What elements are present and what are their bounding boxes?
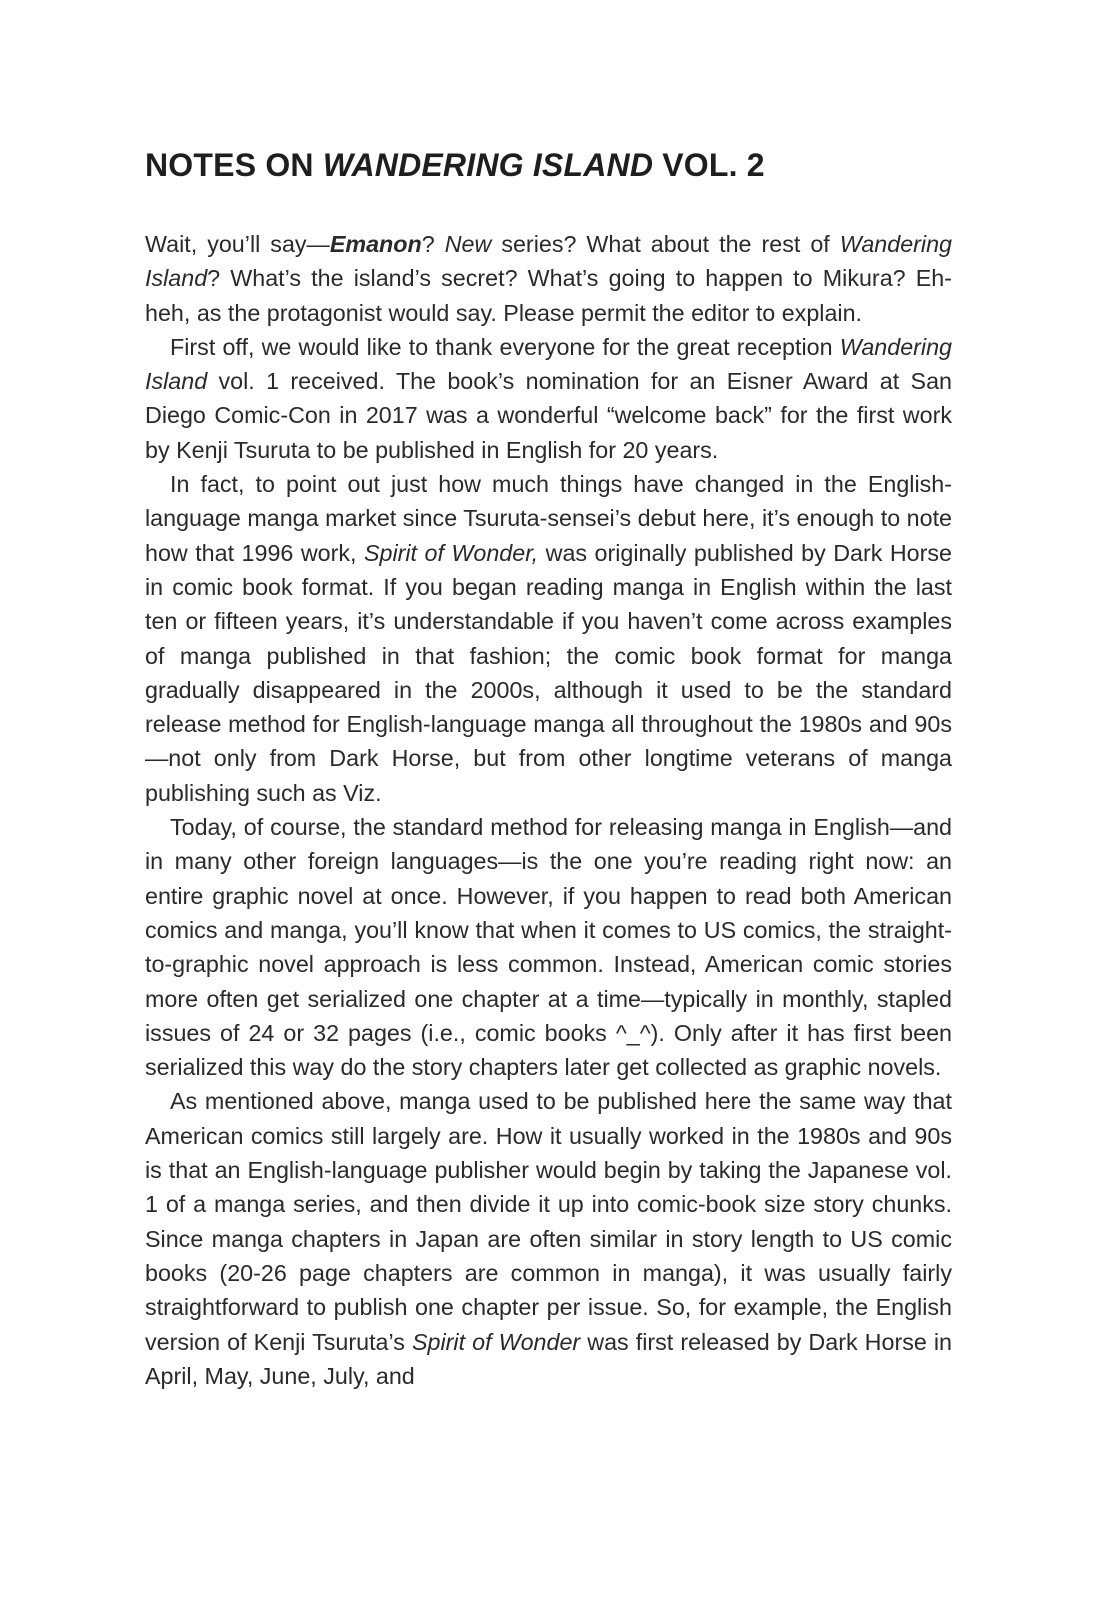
text-segment: ? What’s the island’s secret? What’s going to happen to Mikura? Eh-heh, as the protagonist would say. Please permit the editor to explain. bbox=[145, 265, 952, 326]
emphasis-segment: Emanon bbox=[329, 231, 422, 257]
text-segment: was originally published by Dark Horse in comic book format. If you began reading manga in English within the last ten or fifteen years, it’s understandable if you haven’t come across examples of manga published in that fashion; the comic book format for manga gradually disappeared in the 2000s, although it used to be the standard release method for English-language manga all throughout the 1980s and 90s—not only from Dark Horse, but from other longtime veterans of manga publishing such as Viz. bbox=[145, 539, 952, 806]
title-prefix: NOTES ON bbox=[145, 147, 323, 183]
text-segment: As mentioned above, manga used to be published here the same way that American comics still largely are. How it usually worked in the 1980s and 90s is that an English-language publisher would begin by taking the Japanese vol. 1 of a manga series, and then divide it up into comic-book size story chunks. Since manga chapters in Japan are often similar in story length to US comic books (20-26 page chapters are common in manga), it was usually fairly straightforward to publish one chapter per issue. So, for example, the English version of Kenji Tsuruta’s bbox=[145, 1088, 952, 1355]
document-page bbox=[145, 145, 952, 1393]
text-segment: First off, we would like to thank everyone for the great reception bbox=[170, 333, 840, 360]
title-italic: WANDERING ISLAND bbox=[322, 147, 654, 183]
paragraph bbox=[145, 227, 952, 330]
emphasis-segment: New bbox=[444, 231, 492, 257]
paragraph bbox=[145, 467, 952, 810]
text-segment: Today, of course, the standard method for releasing manga in English—and in many other foreign languages—is the one you’re reading right now: an entire graphic novel at once. However, if you happen to read both American comics and manga, you’ll know that when it comes to US comics, the straight-to-graphic novel approach is less common. Instead, American comic stories more often get serialized one chapter at a time—typically in monthly, stapled issues of 24 or 32 pages (i.e., comic books ^_^). Only after it has first been serialized this way do the story chapters later get collected as graphic novels. bbox=[145, 814, 952, 1081]
emphasis-segment: Wandering Island bbox=[145, 333, 952, 395]
text-segment: vol. 1 received. The book’s nomination for an Eisner Award at San Diego Comic-Con in 2017 was a wonderful “welcome back” for the first work by Kenji Tsuruta to be published in English for 20 years. bbox=[145, 368, 952, 463]
text-segment: In fact, to point out just how much things have changed in the English-language manga market since Tsuruta-sensei’s debut here, it’s enough to note how that 1996 work, bbox=[145, 471, 952, 566]
paragraph bbox=[145, 810, 952, 1084]
paragraph bbox=[145, 1084, 952, 1393]
page-title bbox=[145, 145, 952, 185]
text-segment: ? bbox=[421, 231, 445, 257]
text-segment: series? What about the rest of bbox=[491, 231, 840, 257]
text-segment: was first released by Dark Horse in April, May, June, July, and bbox=[145, 1328, 953, 1389]
emphasis-segment: Spirit of Wonder, bbox=[363, 539, 539, 566]
body-text bbox=[145, 227, 952, 1393]
text-segment: Wait, you’ll say— bbox=[145, 231, 330, 257]
title-suffix: VOL. 2 bbox=[653, 147, 765, 183]
paragraph bbox=[145, 330, 952, 467]
emphasis-segment: Wandering Island bbox=[145, 231, 952, 292]
emphasis-segment: Spirit of Wonder bbox=[411, 1328, 581, 1355]
